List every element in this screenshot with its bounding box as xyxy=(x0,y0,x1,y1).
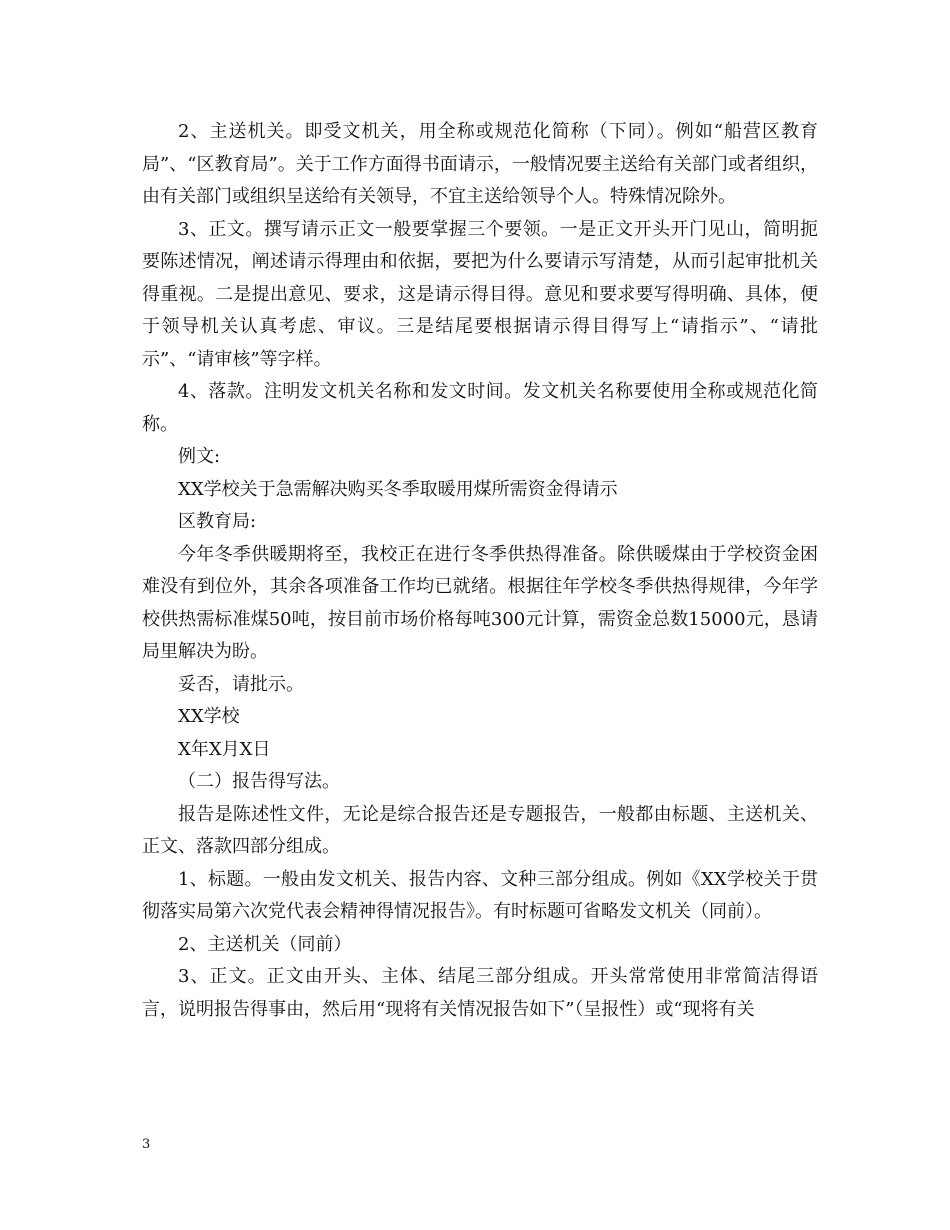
paragraph-report-body: 3、正文。正文由开头、主体、结尾三部分组成。开头常常使用非常简洁得语言，说明报告得事由，然后用“现将有关情况报告如下”（呈报性）或“现将有关 xyxy=(142,966,818,1020)
paragraph-example-date: X年X月X日 xyxy=(178,738,271,760)
paragraph-body-text-guidance: 3、正文。撰写请示正文一般要掌握三个要领。一是正文开头开门见山，简明扼要陈述情况，阐述请示得理由和依据，要把为什么要请示写清楚，从而引起审批机关得重视。二是提出意见、要求，这是请示得目得。意见和要求要写得明确、具体，便于领导机关认真考虑、审议。三是结尾要根据请示得目得写上“请指示”、“请批示”、“请审核”等字样。 xyxy=(142,218,818,370)
paragraph-signature-guidance: 4、落款。注明发文机关名称和发文时间。发文机关名称要使用全称或规范化简称。 xyxy=(142,381,818,435)
paragraph-example-body: 今年冬季供暖期将至，我校正在进行冬季供热得准备。除供暖煤由于学校资金困难没有到位外，其余各项准备工作均已就绪。根据往年学校冬季供热得规律，今年学校供热需标准煤50吨，按目前市场价格每吨300元计算，需资金总数15000元，恳请局里解决为盼。 xyxy=(142,543,818,662)
paragraph-example-closing: 妥否，请批示。 xyxy=(178,673,304,695)
document-body xyxy=(142,116,818,1026)
paragraph-report-heading: （二）报告得写法。 xyxy=(178,771,340,792)
paragraph-example-sender: XX学校 xyxy=(178,706,240,727)
paragraph-recipient-agency: 2、主送机关。即受文机关，用全称或规范化简称（下同）。例如“船营区教育局”、“区教育局”。关于工作方面得书面请示，一般情况要主送给有关部门或者组织，由有关部门或组织呈送给有关领导，不宜主送给领导个人。特殊情况除外。 xyxy=(142,121,818,207)
paragraph-example-title: XX学校关于急需解决购买冬季取暖用煤所需资金得请示 xyxy=(178,478,618,500)
paragraph-report-recipient: 2、主送机关（同前） xyxy=(178,933,352,955)
paragraph-example-label: 例文: xyxy=(178,446,221,467)
paragraph-report-intro: 报告是陈述性文件，无论是综合报告还是专题报告，一般都由标题、主送机关、正文、落款四部分组成。 xyxy=(142,803,818,857)
paragraph-report-title: 1、标题。一般由发文机关、报告内容、文种三部分组成。例如《XX学校关于贯彻落实局第六次党代表会精神得情况报告》。有时标题可省略发文机关（同前）。 xyxy=(142,868,818,922)
paragraph-example-addressee: 区教育局: xyxy=(178,511,257,532)
page-number: 3 xyxy=(142,1137,151,1152)
